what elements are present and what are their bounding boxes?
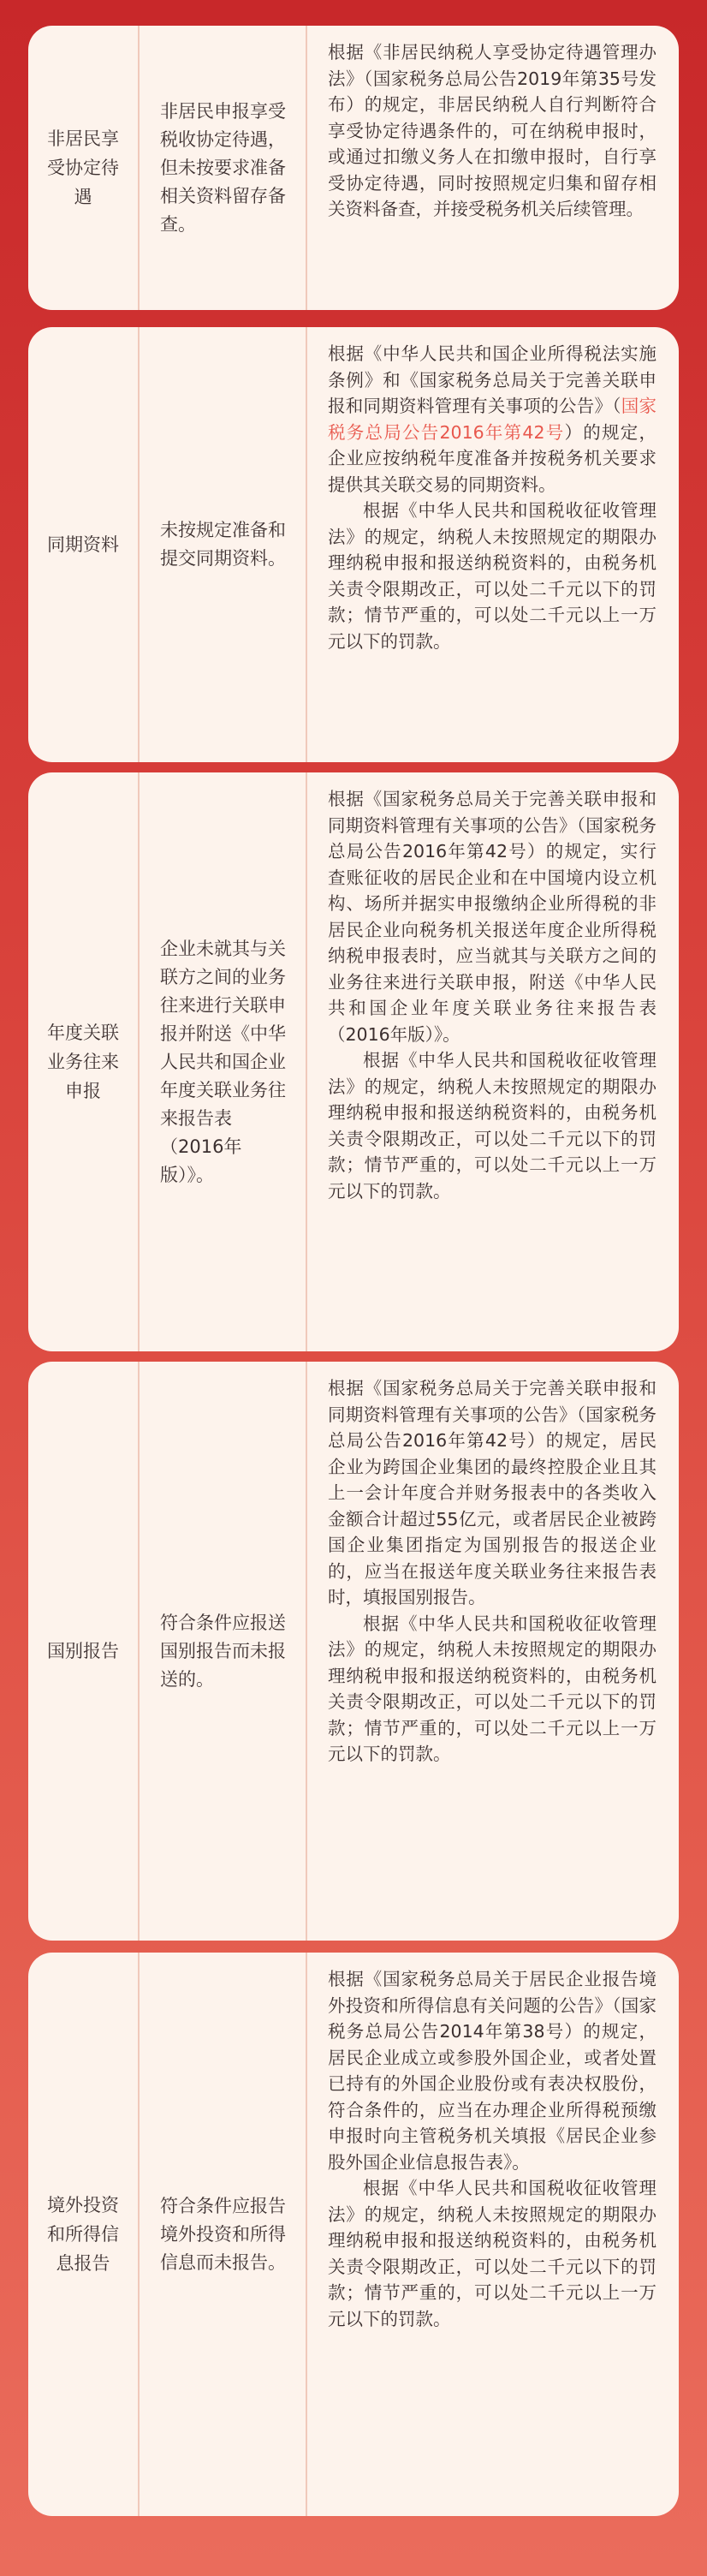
condition-cell bbox=[138, 1953, 306, 2516]
condition-text: 未按规定准备和提交同期资料。 bbox=[160, 520, 286, 569]
item-cell bbox=[28, 1362, 138, 1941]
basis-cell bbox=[306, 327, 679, 762]
condition-cell bbox=[138, 26, 306, 310]
item-label: 非居民享受协定待遇 bbox=[47, 128, 119, 207]
basis-cell bbox=[306, 1362, 679, 1941]
item-cell bbox=[28, 772, 138, 1351]
condition-cell bbox=[138, 327, 306, 762]
table-row bbox=[28, 26, 679, 310]
item-label: 同期资料 bbox=[47, 534, 119, 555]
condition-cell bbox=[138, 1362, 306, 1941]
item-cell bbox=[28, 26, 138, 310]
item-cell bbox=[28, 327, 138, 762]
condition-text: 非居民申报享受税收协定待遇，但未按要求准备相关资料留存备查。 bbox=[160, 100, 286, 235]
table-row bbox=[28, 772, 679, 1351]
basis-paragraph: 根据《国家税务总局关于完善关联申报和同期资料管理有关事项的公告》（国家税务总局公告2016年第42号）的规定，居民企业为跨国企业集团的最终控股企业且其上一会计年度合并财务报表中的各类收入金额合计超过55亿元，或者居民企业被跨国企业集团指定为国别报告的报送企业的，应当在报送年度关联业务往来报告表时，填报国别报告。 bbox=[328, 1378, 656, 1607]
announcement-link[interactable]: 国家税务总局公告2016年第42号 bbox=[328, 396, 657, 443]
basis-paragraph: 根据《国家税务总局关于居民企业报告境外投资和所得信息有关问题的公告》（国家税务总局公告2014年第38号）的规定，居民企业成立或参股外国企业，或者处置已持有的外国企业股份或有表决权股份，符合条件的，应当在办理企业所得税预缴申报时向主管税务机关填报《居民企业参股外国企业信息报告表》。 bbox=[328, 1969, 656, 2173]
condition-text: 符合条件应报告境外投资和所得信息而未报告。 bbox=[160, 2195, 286, 2273]
condition-cell bbox=[138, 772, 306, 1351]
item-cell bbox=[28, 1953, 138, 2516]
condition-text: 符合条件应报送国别报告而未报送的。 bbox=[160, 1612, 286, 1690]
item-label: 年度关联业务往来申报 bbox=[47, 1023, 119, 1101]
table-row bbox=[28, 1362, 679, 1941]
basis-text: 根据《中华人民共和国企业所得税法实施条例》和《国家税务总局关于完善关联申报和同期资料管理有关事项的公告》（ bbox=[328, 343, 656, 416]
condition-text: 企业未就其与关联方之间的业务往来进行关联申报并附送《中华人民共和国企业年度关联业务往来报告表（2016年版）》。 bbox=[160, 938, 286, 1185]
basis-paragraph: 根据《非居民纳税人享受协定待遇管理办法》（国家税务总局公告2019年第35号发布）的规定，非居民纳税人自行判断符合享受协定待遇条件的，可在纳税申报时，或通过扣缴义务人在扣缴申报时，自行享受协定待遇，同时按照规定归集和留存相关资料备查，并接受税务机关后续管理。 bbox=[328, 42, 656, 219]
basis-text: ）的规定，企业应按纳税年度准备并按税务机关要求提供其关联交易的同期资料。 bbox=[328, 421, 656, 495]
basis-cell bbox=[306, 26, 679, 310]
basis-cell bbox=[306, 1953, 679, 2516]
item-label: 境外投资和所得信息报告 bbox=[47, 2195, 119, 2274]
basis-paragraph: 根据《中华人民共和国税收征收管理法》的规定，纳税人未按照规定的期限办理纳税申报和报送纳税资料的，由税务机关责令限期改正，可以处二千元以下的罚款；情节严重的，可以处二千元以上一万元以下的罚款。 bbox=[328, 1050, 656, 1202]
basis-paragraph: 根据《国家税务总局关于完善关联申报和同期资料管理有关事项的公告》（国家税务总局公告2016年第42号）的规定，实行查账征收的居民企业和在中国境内设立机构、场所并据实申报缴纳企业所得税的非居民企业向税务机关报送年度企业所得税纳税申报表时，应当就其与关联方之间的业务往来进行关联申报，附送《中华人民共和国企业年度关联业务往来报告表（2016年版）》。 bbox=[328, 789, 656, 1045]
table-row bbox=[28, 1953, 679, 2516]
table-row bbox=[28, 327, 679, 762]
basis-paragraph bbox=[328, 341, 656, 498]
basis-paragraph: 根据《中华人民共和国税收征收管理法》的规定，纳税人未按照规定的期限办理纳税申报和报送纳税资料的，由税务机关责令限期改正，可以处二千元以下的罚款；情节严重的，可以处二千元以上一万元以下的罚款。 bbox=[328, 2178, 656, 2329]
basis-cell bbox=[306, 772, 679, 1351]
basis-paragraph: 根据《中华人民共和国税收征收管理法》的规定，纳税人未按照规定的期限办理纳税申报和报送纳税资料的，由税务机关责令限期改正，可以处二千元以下的罚款；情节严重的，可以处二千元以上一万元以下的罚款。 bbox=[328, 1613, 656, 1764]
basis-paragraph: 根据《中华人民共和国税收征收管理法》的规定，纳税人未按照规定的期限办理纳税申报和报送纳税资料的，由税务机关责令限期改正，可以处二千元以下的罚款；情节严重的，可以处二千元以上一万元以下的罚款。 bbox=[328, 500, 656, 652]
item-label: 国别报告 bbox=[47, 1641, 119, 1661]
